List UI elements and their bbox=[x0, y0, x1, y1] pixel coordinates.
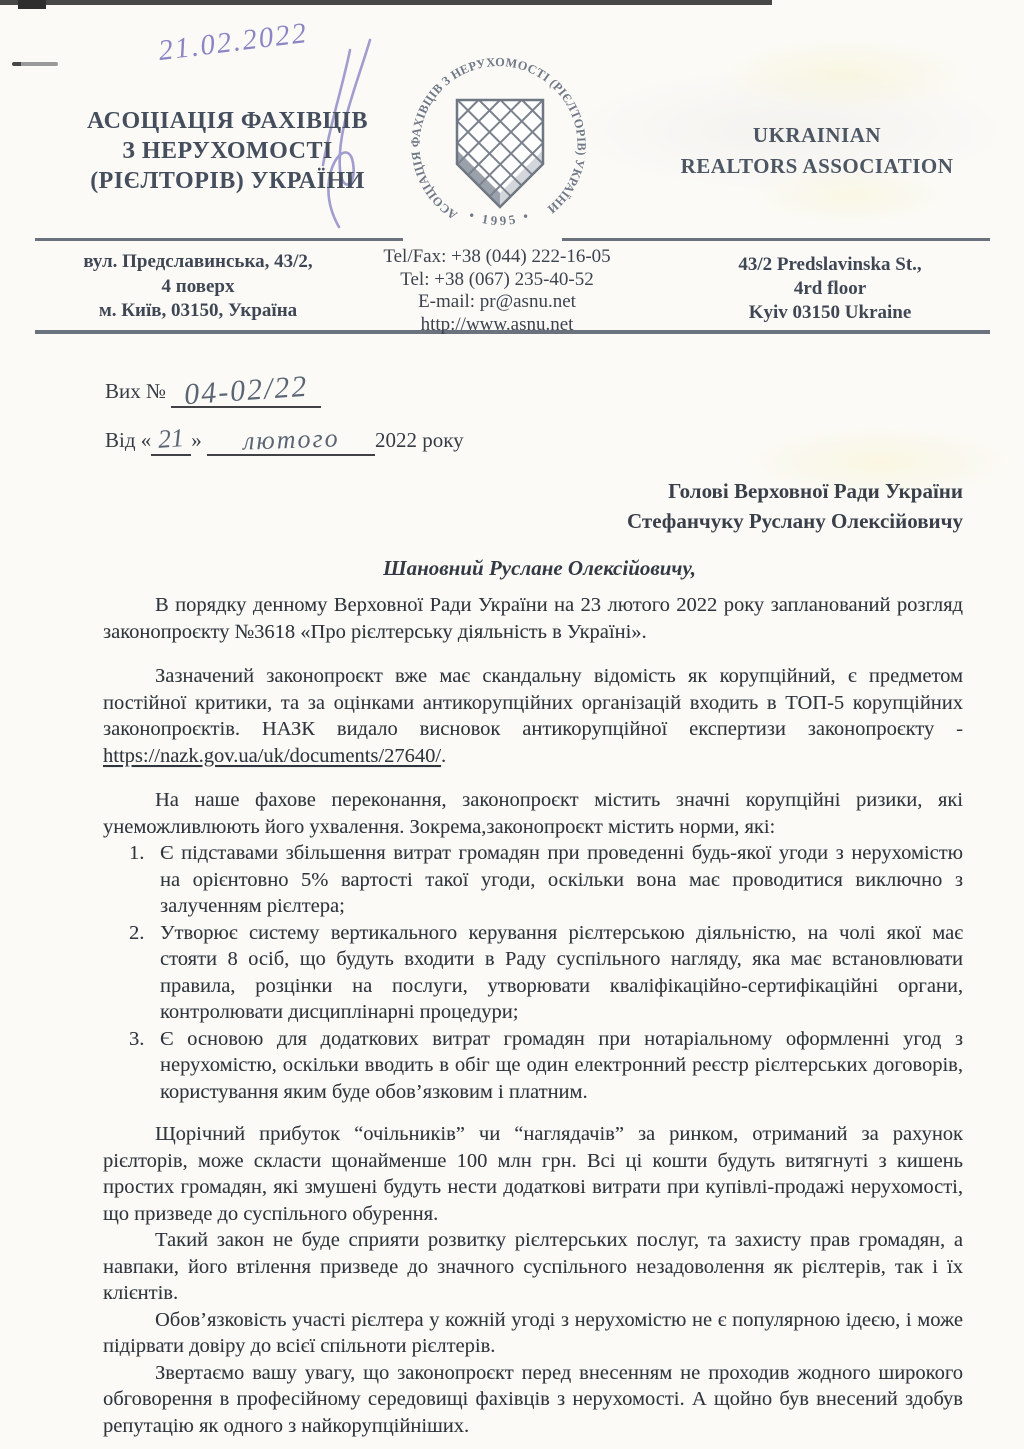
paragraph-profit: Щорічний прибуток “очільників” чи “наглядачів” за ринком, отриманий за рахунок рієлторів, може скласти щонайменше 100 млн грн. Всі ці кошти будуть витягнуті з кишень простих громадян, які змушені будуть нести додаткові витрати при купівлі-продажі нерухомості, що призведе до суспільного обурення. bbox=[103, 1123, 963, 1225]
contact-website: http://www.asnu.net bbox=[420, 313, 574, 335]
header-rule-top-left bbox=[35, 238, 403, 241]
paragraph-mandatory: Обов’язковість участі рієлтера у кожній угоді з нерухомістю не є популярною ідеєю, і може підірвати довіру до всієї спільноти рієлтерів. bbox=[103, 1308, 963, 1357]
list-item-text: Є підставами збільшення витрат громадян при проведенні будь-якої угоди з нерухомістю на орієнтовно 5% вартості такої угоди, оскільки вона має проводитися виключно з залученням рієлтера; bbox=[160, 842, 963, 917]
ref-month-underline bbox=[207, 424, 375, 456]
address-uk-line: 4 поверх bbox=[161, 275, 235, 297]
paragraph-law-effect: Такий закон не буде сприяти розвитку рієлтерських послуг, та захисту прав громадян, а навпаки, його втілення призведе до значного суспільного незадоволення як рієлтерів, так і їх клієнтів. bbox=[103, 1229, 963, 1304]
ref-date-line bbox=[105, 424, 464, 456]
org-title-ukrainian bbox=[35, 106, 420, 196]
list-item-3 bbox=[103, 1026, 963, 1106]
list-number: 1. bbox=[129, 842, 145, 864]
paragraph-agenda: В порядку денному Верховної Ради України на 23 лютого 2022 року запланований розгляд законопроєкту №3618 «Про рієлтерську діяльність в Україні». bbox=[103, 594, 963, 643]
recipient-line: Стефанчуку Руслану Олексійовичу bbox=[627, 509, 963, 533]
paragraph-risks-intro: На наше фахове переконання, законопроєкт містить значні корупційні ризики, які унеможливлюють його ухвалення. Зокрема,законопроєкт містить норми, які: bbox=[103, 789, 963, 838]
paragraph-corruption-tail: . bbox=[441, 744, 447, 767]
ref-number-line bbox=[105, 369, 321, 412]
handwritten-day: 21 bbox=[157, 423, 186, 454]
numbered-list bbox=[103, 840, 963, 1105]
scan-artifact-dash bbox=[12, 62, 58, 66]
address-uk-line: м. Київ, 03150, Україна bbox=[98, 300, 298, 321]
org-title-uk-line: (РІЄЛТОРІВ) УКРАЇНИ bbox=[90, 168, 365, 194]
paragraph-corruption-text: Зазначений законопроєкт вже має скандальну відомість як корупційний, є предметом постійної критики, та за оцінками антикорупційних організацій входить в ТОП-5 корупційних законопроєктів. НАЗК видало висновок антикорупційної експертизи законопроєкту - bbox=[103, 665, 963, 740]
ref-year: 2022 року bbox=[375, 428, 464, 452]
list-item-2 bbox=[103, 920, 963, 1026]
nazk-document-link: https://nazk.gov.ua/uk/documents/27640/ bbox=[103, 744, 442, 767]
handwritten-date: 21.02.2022 bbox=[156, 16, 310, 68]
ref-day-underline bbox=[151, 424, 191, 456]
contact-telfax: Tel/Fax: +38 (044) 222-16-05 bbox=[383, 246, 611, 267]
address-english bbox=[700, 253, 960, 325]
org-title-en-line: UKRAINIAN bbox=[752, 123, 882, 147]
salutation: Шановний Руслане Олексійовичу, bbox=[383, 556, 696, 580]
ref-number-label: Вих № bbox=[105, 379, 167, 403]
org-title-uk-line: АСОЦІАЦІЯ ФАХІВЦІВ bbox=[87, 108, 368, 134]
logo-year-text: • 1995 • bbox=[466, 207, 534, 229]
ref-number-underline bbox=[171, 369, 321, 412]
letter-body bbox=[103, 592, 963, 1439]
list-item-text: Утворює систему вертикального керування рієлтерською діяльністю, на чолі якої має стояти 8 осіб, що будуть входити в Раду суспільного нагляду, яка має встановлювати правила, розцінки на послуги, утворювати кваліфікаційно-сертифікаційні органи, контролювати дисциплінарні процедури; bbox=[160, 921, 963, 1023]
recipient-line: Голові Верховної Ради України bbox=[668, 479, 963, 503]
ref-date-close: » bbox=[191, 428, 202, 452]
ref-date-label: Від « bbox=[105, 428, 152, 452]
contact-tel: Tel: +38 (067) 235-40-52 bbox=[400, 268, 594, 290]
logo-ring-text: АСОЦІАЦІЯ ФАХІВЦІВ З НЕРУХОМОСТІ (РІЄЛТОРІВ) УКРАЇНИ bbox=[408, 55, 589, 223]
org-title-uk-line: З НЕРУХОМОСТІ bbox=[122, 138, 333, 164]
paragraph-corruption bbox=[103, 663, 963, 769]
header-rule-top-right bbox=[562, 238, 990, 241]
logo-shield-icon bbox=[457, 100, 543, 207]
list-number: 2. bbox=[129, 921, 145, 944]
recipient-block bbox=[103, 476, 963, 536]
handwritten-ref-number: 04-02/22 bbox=[183, 369, 310, 412]
address-en-line: 43/2 Predslavinska St., bbox=[738, 254, 922, 275]
list-item-1 bbox=[103, 840, 963, 920]
scan-artifact-top-strip bbox=[0, 0, 772, 5]
address-ukrainian bbox=[58, 250, 338, 324]
address-en-line: Kyiv 03150 Ukraine bbox=[748, 302, 912, 323]
list-item-text: Є основою для додаткових витрат громадян при нотаріальному оформленні угод з нерухомістю, оскільки вводить в обіг ще один електронний реєстр рієлтерських договорів, користування яким буде обов’язковим і платним. bbox=[160, 1027, 963, 1103]
ura-logo bbox=[400, 46, 600, 251]
list-number: 3. bbox=[129, 1027, 145, 1050]
handwritten-month: лютого bbox=[242, 423, 340, 456]
contact-email: E-mail: pr@asnu.net bbox=[418, 291, 576, 312]
org-title-en-line: REALTORS ASSOCIATION bbox=[680, 154, 954, 178]
address-en-line: 4rd floor bbox=[793, 278, 867, 299]
org-title-english bbox=[622, 120, 1012, 182]
address-uk-line: вул. Предславинська, 43/2, bbox=[83, 251, 313, 272]
contact-block bbox=[352, 246, 642, 336]
paragraph-no-discussion: Звертаємо вашу увагу, що законопроєкт перед внесенням не проходив жодного широкого обговорення в професійному середовищі фахівців з нерухомості. А щойно був внесений здобув репутацію як одного з найкорупційніших. bbox=[103, 1361, 963, 1437]
